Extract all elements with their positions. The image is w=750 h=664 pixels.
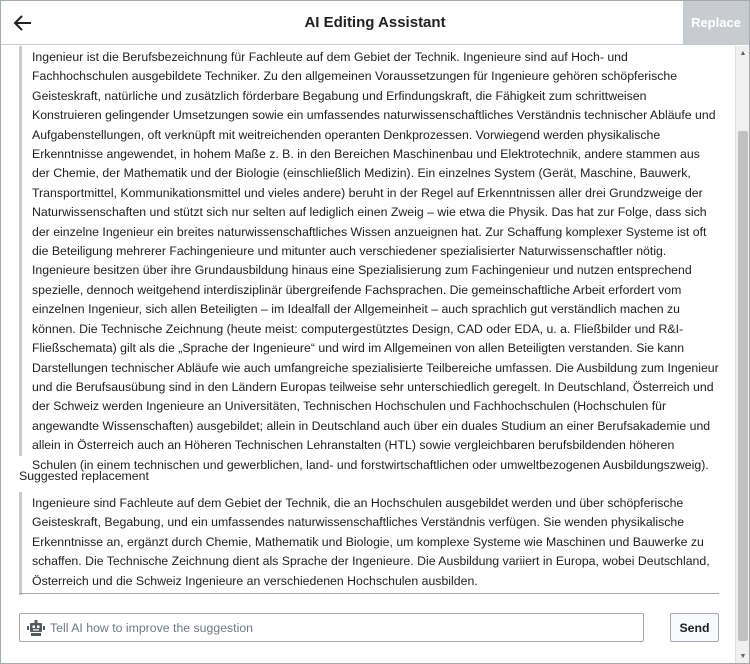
suggested-replacement-label: Suggested replacement bbox=[19, 469, 149, 483]
prompt-input[interactable] bbox=[50, 614, 640, 641]
content-scroll-area[interactable] bbox=[1, 46, 749, 599]
scrollbar-thumb[interactable] bbox=[738, 131, 748, 641]
replace-button[interactable]: Replace bbox=[683, 1, 749, 45]
scroll-up-arrow-icon[interactable]: ▲ bbox=[739, 49, 747, 57]
scrollbar[interactable] bbox=[735, 46, 749, 663]
content bbox=[19, 46, 719, 595]
dialog-header bbox=[1, 1, 749, 45]
prompt-box[interactable] bbox=[19, 613, 644, 642]
back-button[interactable] bbox=[1, 1, 45, 45]
arrow-left-icon bbox=[14, 15, 32, 31]
robot-icon bbox=[27, 620, 45, 636]
scroll-down-arrow-icon[interactable]: ▼ bbox=[739, 652, 747, 660]
separator bbox=[19, 593, 719, 594]
suggested-text: Ingenieure sind Fachleute auf dem Gebiet der Technik, die an Hochschulen ausgebildet werden und über schöpferische Geisteskraft, Begabung, und ein umfassendes naturwissenschaftliches Verständnis verfügen. Sie wenden physikalische Erkenntnisse an, ergänzt durch Chemie, Mathematik und Biologie, um komplexe Systeme wie Maschinen und Bauwerke zu schaffen. Die Technische Zeichnung dient als Sprache der Ingenieure. Die Ausbildung variiert in Europa, wobei Deutschland, Österreich und die Schweiz Ingenieure an verschiedenen Hochschulen ausbilden. bbox=[19, 492, 719, 595]
prompt-row bbox=[19, 613, 719, 643]
dialog-title: AI Editing Assistant bbox=[304, 14, 446, 31]
original-text: Ingenieur ist die Berufsbezeichnung für Fachleute auf dem Gebiet der Technik. Ingenieure sind auf Hoch- und Fachhochschulen ausgebildete Techniker. Zu den allgemeinen Voraussetzungen für Ingenieure gehören schöpferische Geisteskraft, natürliche und zusätzlich förderbare Begabung und Erfindungskraft, die Fähigkeit zum schrittweisen Konstruieren gelingender Umsetzungen sowie ein umfassendes naturwissenschaftliches Verständnis technischer Abläufe und Aufgabenstellungen, oft verknüpft mit weitreichenden operanten Denkprozessen. Vorwiegend werden physikalische Erkenntnisse angewendet, in hohem Maße z. B. in den Bereichen Maschinenbau und Elektrotechnik, andere stammen aus der Chemie, der Mathematik und der Biologie (einschließlich Medizin). Ein einzelnes System (Gerät, Maschine, Bauwerk, Transportmittel, Kommunikationsmittel und vieles andere) beruht in der Regel auf Erkenntnissen aller drei Grundzweige der Naturwissenschaften und stützt sich nur selten auf lediglich einen Zweig – wie etwa die Physik. Das hat zur Folge, dass sich der einzelne Ingenieur ein breites naturwissenschaftliches Wissen anzueignen hat. Zur Schaffung komplexer Systeme ist oft die Beteiligung mehrerer Fachingenieure und mitunter auch verschiedener spezialisierter Naturwissenschaftler nötig. Ingenieure besitzen über ihre Grundausbildung hinaus eine Spezialisierung zum Fachingenieur und nutzen entsprechend spezielle, dennoch weitgehend interdisziplinär übergreifende Fachsprachen. Die gemeinschaftliche Arbeit erfordert vom einzelnen Ingenieur, sich allen Beteiligten – im Idealfall der Allgemeinheit – auch sprachlich gut verständlich machen zu können. Die Technische Zeichnung (heute meist: computergestütztes Design, CAD oder EDA, u. a. Fließbilder und R&I-Fließschemata) gilt als die „Sprache der Ingenieure“ und wird im Allgemeinen von allen Beteiligten verstanden. Sie kann Darstellungen technischer Abläufe wie auch umfangreiche spezialisierte Teilbereiche umfassen. Die Ausbildung zum Ingenieur und die Berufsausübung sind in den Ländern Europas teilweise sehr unterschiedlich geregelt. In Deutschland, Österreich und der Schweiz werden Ingenieure an Universitäten, Technischen Hochschulen und Fachhochschulen (Hochschulen für angewandte Wissenschaften) ausgebildet; allein in Deutschland auch über ein duales Studium an einer Berufsakademie und allein in Österreich auch an Höheren Technischen Lehranstalten (HTL) sowie vergleichbaren berufsbildenden höheren Schulen (in einem technischen und gewerblichen, land- und forstwirtschaftlichen oder umweltbezogenen Ausbildungszweig). bbox=[19, 46, 719, 456]
send-button[interactable]: Send bbox=[670, 613, 719, 642]
